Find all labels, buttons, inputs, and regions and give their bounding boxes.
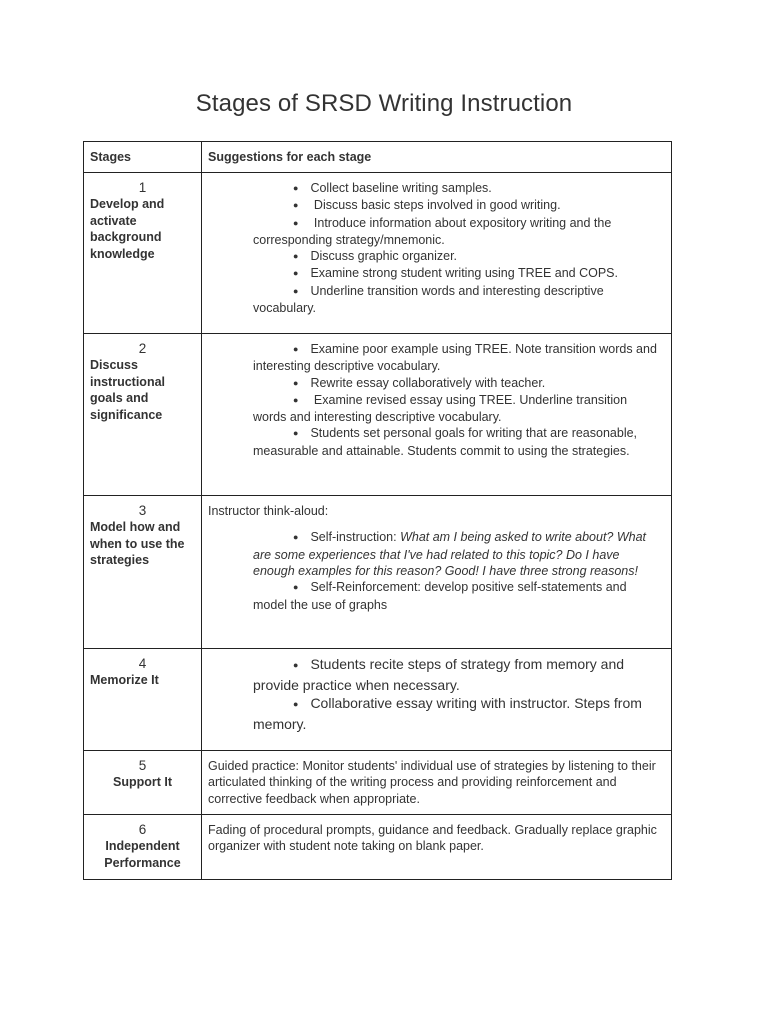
stage-cell xyxy=(84,496,202,649)
suggestions-cell xyxy=(202,815,672,880)
stage-number: 6 xyxy=(138,822,147,837)
bullet-icon: ● xyxy=(293,285,299,296)
list-item: ● Underline transition words and interesting descriptive vocabulary. xyxy=(253,283,604,316)
list-item: ● Students recite steps of strategy from memory and provide practice when necessary. xyxy=(253,656,625,693)
stage-cell xyxy=(84,173,202,334)
bullet-icon: ● xyxy=(293,532,299,543)
bullet-icon: ● xyxy=(293,217,299,228)
stage-cell xyxy=(84,649,202,751)
header-stages: Stages xyxy=(84,142,202,173)
table-row xyxy=(84,649,672,751)
bullet-icon: ● xyxy=(293,200,299,211)
suggestions-cell xyxy=(202,496,672,649)
stage-description: Fading of procedural prompts, guidance and feedback. Gradually replace graphic organizer with student note taking on blank paper. xyxy=(208,823,657,854)
table-row xyxy=(84,173,672,334)
stage-number: 3 xyxy=(138,503,147,518)
bullet-icon: ● xyxy=(293,344,299,354)
list-item: ● Students set personal goals for writing that are reasonable, measurable and attainable. Students commit to using the strategies. xyxy=(253,426,638,458)
suggestion-list xyxy=(202,334,671,459)
suggestion-list xyxy=(202,649,671,733)
bullet-icon: ● xyxy=(293,183,299,193)
suggestions-cell xyxy=(202,649,672,751)
list-item: ● Examine strong student writing using TREE and COPS. xyxy=(293,266,618,281)
stage-number: 5 xyxy=(138,758,147,773)
table-header-row xyxy=(84,142,672,173)
suggestion-list xyxy=(202,523,671,612)
list-item: ● Collaborative essay writing with instructor. Steps from memory. xyxy=(253,695,642,732)
table-row xyxy=(84,334,672,496)
stage-number: 1 xyxy=(138,180,147,195)
list-item: ● Examine revised essay using TREE. Underline transition words and interesting descriptive vocabulary. xyxy=(253,392,628,425)
bullet-icon: ● xyxy=(293,251,299,262)
list-item: ● Rewrite essay collaboratively with teacher. xyxy=(293,375,546,390)
list-item: ● Self-Reinforcement: develop positive self-statements and model the use of graphs xyxy=(253,580,627,612)
stage-name: Model how and when to use the strategies xyxy=(90,520,185,567)
list-item: ● Discuss basic steps involved in good writing. xyxy=(293,198,561,213)
stage-name: Memorize It xyxy=(90,673,159,687)
table-row xyxy=(84,815,672,880)
suggestion-list xyxy=(202,173,671,316)
bullet-icon: ● xyxy=(293,268,299,279)
srsd-stages-table xyxy=(83,141,672,880)
stage-name: Support It xyxy=(112,775,172,789)
stage-number: 2 xyxy=(138,341,147,356)
bullet-icon: ● xyxy=(293,660,299,670)
suggestions-cell xyxy=(202,173,672,334)
list-item: ● Introduce information about expository writing and the corresponding strategy/mnemonic. xyxy=(253,215,612,247)
bullet-icon: ● xyxy=(293,377,299,388)
list-item: ● Collect baseline writing samples. xyxy=(293,181,492,195)
stage-cell xyxy=(84,815,202,880)
suggestions-cell xyxy=(202,334,672,496)
stage-name: Independent Performance xyxy=(104,839,181,870)
list-item: ● Self-instruction: What am I being asked to write about? What are some experiences that I've had related to this topic? Do I have enough examples for this reason? Good! I have three strong reasons! xyxy=(253,530,647,578)
bullet-icon: ● xyxy=(293,394,299,405)
list-item: ● Examine poor example using TREE. Note transition words and interesting descriptive vocabulary. xyxy=(253,342,657,374)
page-title: Stages of SRSD Writing Instruction xyxy=(195,90,573,117)
table-row xyxy=(84,751,672,815)
header-suggestions: Suggestions for each stage xyxy=(202,142,672,173)
stage-description: Guided practice: Monitor students' individual use of strategies by listening to their articulated thinking of the writing process and providing reinforcement and corrective feedback when appropriate. xyxy=(208,759,656,806)
think-aloud-intro: Instructor think-aloud: xyxy=(208,504,329,518)
table-row xyxy=(84,496,672,649)
self-instruction-questions: What am I being asked to write about? What are some experiences that I've had related to this topic? Do I have enough examples for this reason? Good! I have three strong reasons! xyxy=(253,530,647,578)
list-item: ● Discuss graphic organizer. xyxy=(293,249,458,264)
stage-cell xyxy=(84,334,202,496)
bullet-icon: ● xyxy=(293,582,299,593)
suggestions-cell xyxy=(202,751,672,815)
stage-number: 4 xyxy=(138,656,147,671)
bullet-icon: ● xyxy=(293,428,299,439)
stage-name: Develop and activate background knowledge xyxy=(90,197,165,261)
stage-cell xyxy=(84,751,202,815)
stage-name: Discuss instructional goals and significance xyxy=(90,358,166,422)
bullet-icon: ● xyxy=(293,699,299,709)
